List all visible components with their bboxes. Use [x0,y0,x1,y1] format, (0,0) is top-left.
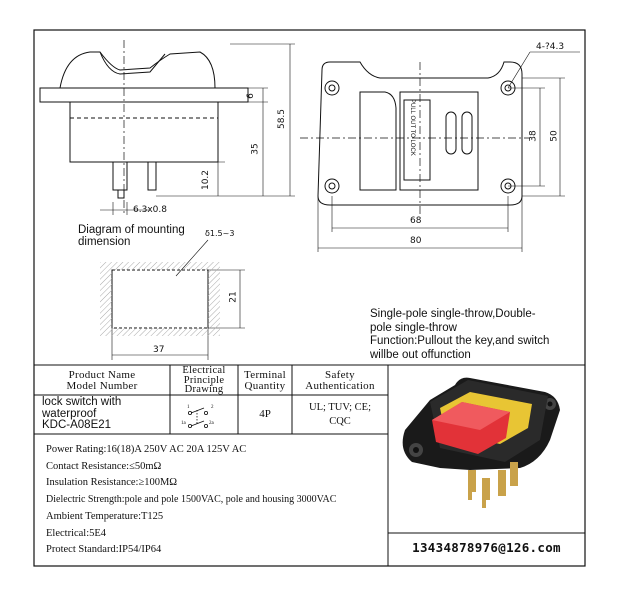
description-line2: pole single-throw [370,321,457,334]
header-safety-line1: Safety [325,369,355,381]
spec-ambient-temperature: Ambient Temperature:T125 [46,511,164,522]
side-view [40,40,295,215]
lock-label: PULL OUT TO LOCK [409,99,415,156]
function-description [370,308,549,362]
header-terminal-line1: Terminal [244,369,286,381]
safety-cell [292,401,388,429]
header-safety-line2: Authentication [305,380,375,392]
mounting-title-line2: dimension [78,236,131,248]
dim-width-holes: 68 [410,216,422,226]
header-safety [292,370,388,392]
front-view [300,52,580,252]
dim-height-body: 35 [250,143,261,155]
dim-cutout-height: 21 [228,291,239,303]
model-number: KDC-A08E21 [42,419,112,431]
spec-protect-standard: Protect Standard:IP54/IP64 [46,544,162,555]
spec-insulation-resistance: Insulation Resistance:≥100MΩ [46,477,178,488]
header-electrical-line2: Principle [183,374,225,386]
mounting-cutout [112,240,245,360]
spec-power-rating: Power Rating:16(18)A 250V AC 20A 125V AC [46,444,247,455]
header-product-line1: Product Name [68,369,136,381]
pin-1a: 1a [181,421,186,426]
contact-email[interactable]: 13434878976@126.com [412,540,561,555]
dim-height-outer: 50 [549,130,560,142]
pin-1: 1 [187,405,190,410]
header-terminal [238,370,292,392]
product-photo [403,378,560,508]
description-line3: Function:Pullout the key,and switch [370,335,550,347]
header-terminal-line2: Quantity [244,380,286,392]
header-electrical [170,366,238,395]
safety-line1: UL; TUV; CE; [308,402,372,413]
safety-line2: CQC [329,416,351,427]
product-name-cell [42,397,121,432]
spec-dielectric-strength: Dielectric Strength:pole and pole 1500VAC, pole and housing 3000VAC [46,494,337,505]
dim-radius: δ1.5~3 [205,229,235,238]
dim-height-total: 58.5 [277,108,288,130]
dim-height-holes: 38 [528,130,539,142]
dim-cutout-width: 37 [153,345,165,355]
header-electrical-line1: Electrical [182,365,226,376]
dim-cap-height: 6 [245,93,256,99]
header-product-line2: Model Number [66,380,138,392]
mounting-title [78,224,185,248]
dim-width-outer: 80 [410,236,422,246]
description-line4: willbe out offunction [370,348,471,361]
dim-hole-callout: 4-?4.3 [536,42,565,52]
product-name-line2: waterproof [42,407,97,420]
mounting-title-line1: Diagram of mounting [78,224,185,236]
spec-contact-resistance: Contact Resistance:≤50mΩ [46,461,162,472]
dim-terminal-width: 6.3x0.8 [133,205,167,215]
terminal-quantity: 4P [259,408,271,420]
electrical-symbol [188,408,207,428]
description-line1: Single-pole single-throw,Double- [370,308,536,320]
product-name-line1: lock switch with [42,396,122,408]
header-electrical-line3: Drawing [184,384,224,395]
pin-2: 2 [211,405,214,410]
pin-2a: 2a [209,421,214,426]
header-product [34,370,170,392]
dim-terminal: 10.2 [201,169,212,191]
spec-electrical: Electrical:5E4 [46,528,107,539]
